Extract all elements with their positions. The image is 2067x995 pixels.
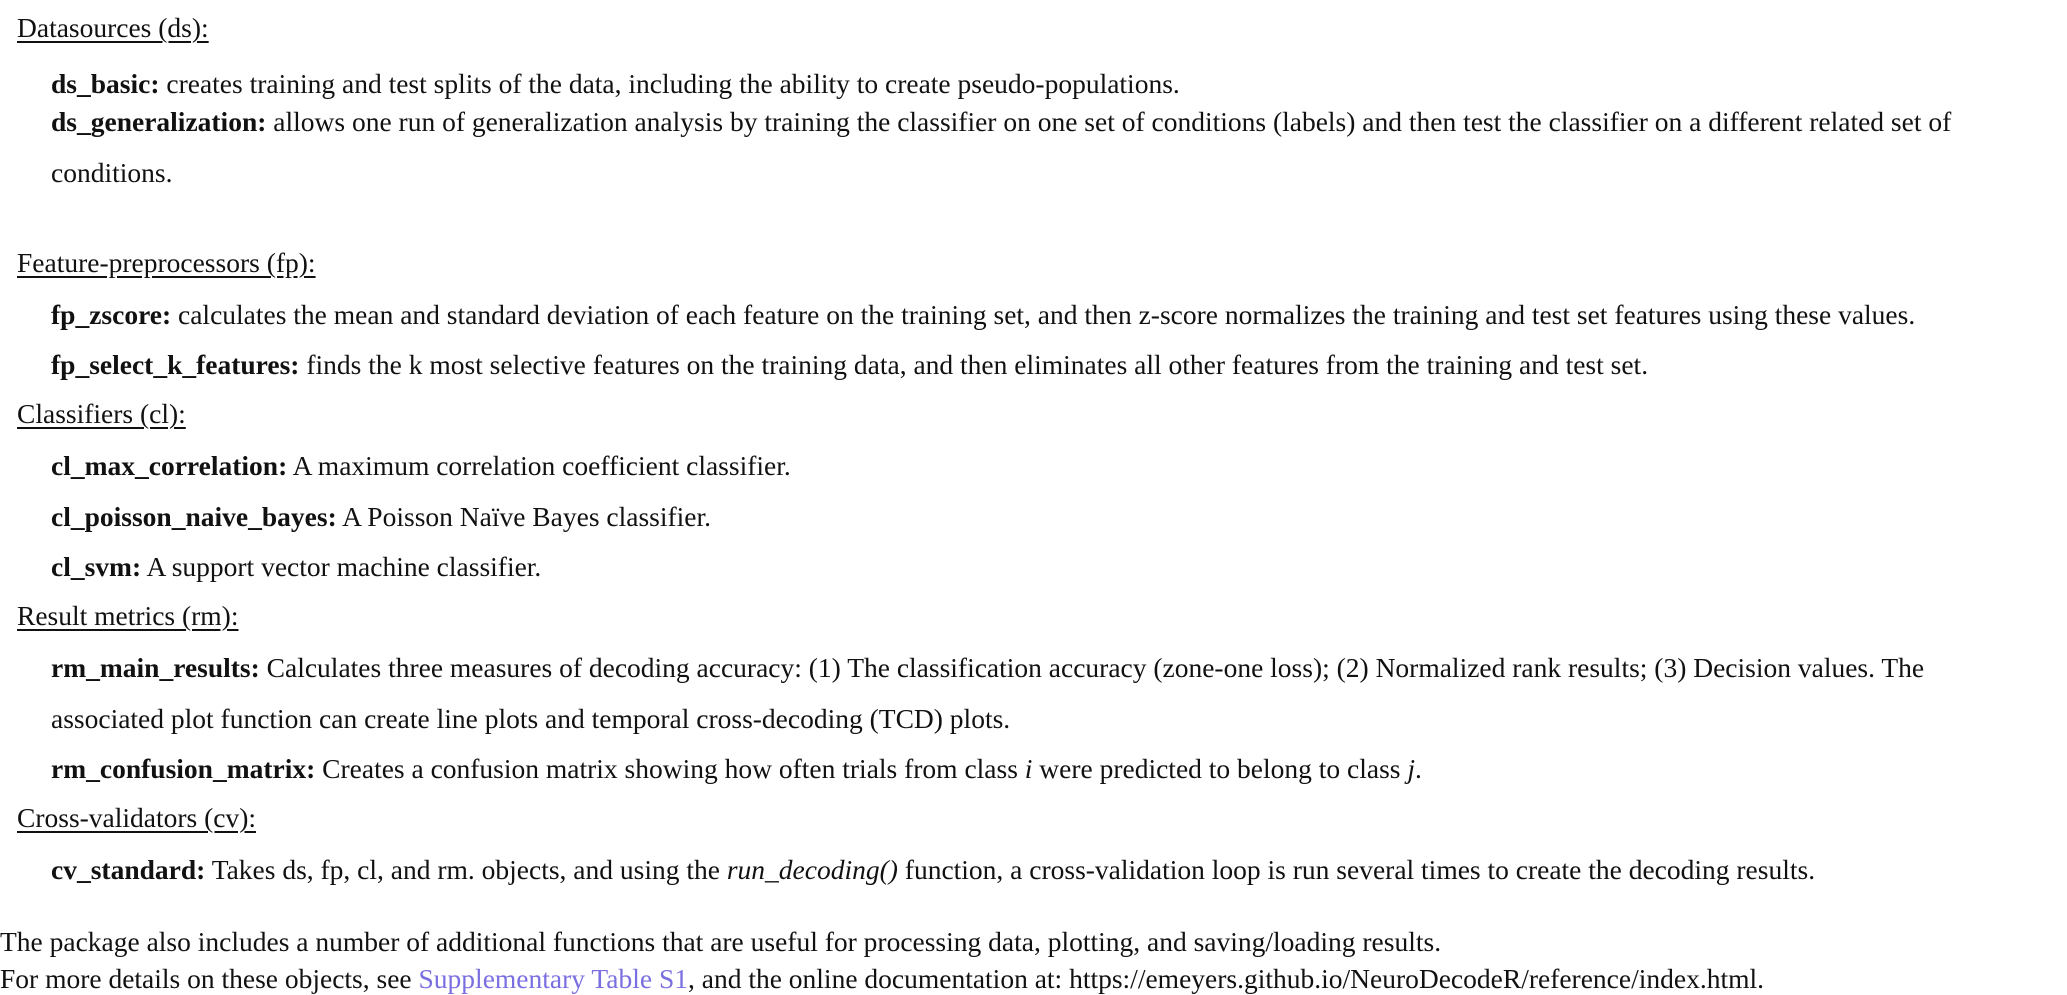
item-cl-max-correlation bbox=[51, 441, 2041, 492]
item-desc: A Poisson Naïve Bayes classifier. bbox=[342, 501, 712, 532]
item-desc: calculates the mean and standard deviation of each feature on the training set, and then z-score normalizes the training and test set features using these values. bbox=[178, 299, 1916, 330]
item-rm-confusion-matrix bbox=[51, 744, 2041, 795]
class-i-variable: i bbox=[1024, 753, 1033, 784]
footer-note: The package also includes a number of additional functions that are useful for processing data, plotting, and saving/loading results. bbox=[0, 926, 1442, 957]
item-cv-standard bbox=[51, 845, 2041, 896]
section-heading-feature-preprocessors: Feature-preprocessors (fp): bbox=[17, 247, 316, 278]
item-desc: Calculates three measures of decoding accuracy: (1) The classification accuracy (zone-one loss); (2) Normalized rank results; (3) Decision values. The associated plot function can create line plots and temporal cross-decoding (TCD) plots. bbox=[51, 652, 1925, 734]
item-term: fp_select_k_features: bbox=[51, 349, 300, 380]
footer-details-text: For more details on these objects, see bbox=[0, 963, 412, 994]
item-fp-select-k-features bbox=[51, 340, 2041, 391]
item-desc: finds the k most selective features on the training data, and then eliminates all other features from the training and test set. bbox=[306, 349, 1649, 380]
item-desc: A maximum correlation coefficient classifier. bbox=[292, 450, 791, 481]
item-term: cl_poisson_naive_bayes: bbox=[51, 501, 337, 532]
section-heading-classifiers: Classifiers (cl): bbox=[17, 398, 186, 429]
item-desc: allows one run of generalization analysis by training the classifier on one set of conditions (labels) and then test the classifier on a different related set of conditions. bbox=[51, 106, 1952, 188]
item-term: cl_svm: bbox=[51, 551, 142, 582]
item-term: rm_confusion_matrix: bbox=[51, 753, 316, 784]
item-term: cl_max_correlation: bbox=[51, 450, 288, 481]
item-fp-zscore bbox=[51, 290, 2041, 341]
section-heading-cross-validators: Cross-validators (cv): bbox=[17, 802, 257, 833]
item-desc: creates training and test splits of the data, including the ability to create pseudo-populations. bbox=[166, 68, 1180, 99]
supplementary-table-link[interactable]: Supplementary Table S1 bbox=[418, 963, 688, 994]
item-cl-poisson-naive-bayes bbox=[51, 492, 2041, 543]
item-desc-end: . bbox=[1415, 753, 1422, 784]
item-desc: A support vector machine classifier. bbox=[146, 551, 542, 582]
item-term: cv_standard: bbox=[51, 854, 206, 885]
item-cl-svm bbox=[51, 542, 2041, 593]
item-desc: Creates a confusion matrix showing how often trials from class bbox=[322, 753, 1018, 784]
section-heading-result-metrics: Result metrics (rm): bbox=[17, 600, 239, 631]
item-term: ds_basic: bbox=[51, 68, 160, 99]
footer-details bbox=[0, 963, 1764, 995]
item-term: rm_main_results: bbox=[51, 652, 260, 683]
item-term: fp_zscore: bbox=[51, 299, 172, 330]
item-ds-generalization bbox=[51, 97, 2041, 198]
footer-details-text-end: , and the online documentation at: https://emeyers.github.io/NeuroDecodeR/reference/index.html. bbox=[687, 963, 1764, 994]
section-heading-datasources: Datasources (ds): bbox=[17, 12, 209, 43]
class-j-variable: j bbox=[1407, 753, 1416, 784]
item-term: ds_generalization: bbox=[51, 106, 267, 137]
item-desc: function, a cross-validation loop is run several times to create the decoding results. bbox=[904, 854, 1816, 885]
function-name: run_decoding() bbox=[726, 854, 898, 885]
item-desc: Takes ds, fp, cl, and rm. objects, and using the bbox=[211, 854, 720, 885]
item-rm-main-results bbox=[51, 643, 2041, 744]
item-desc: were predicted to belong to class bbox=[1039, 753, 1401, 784]
